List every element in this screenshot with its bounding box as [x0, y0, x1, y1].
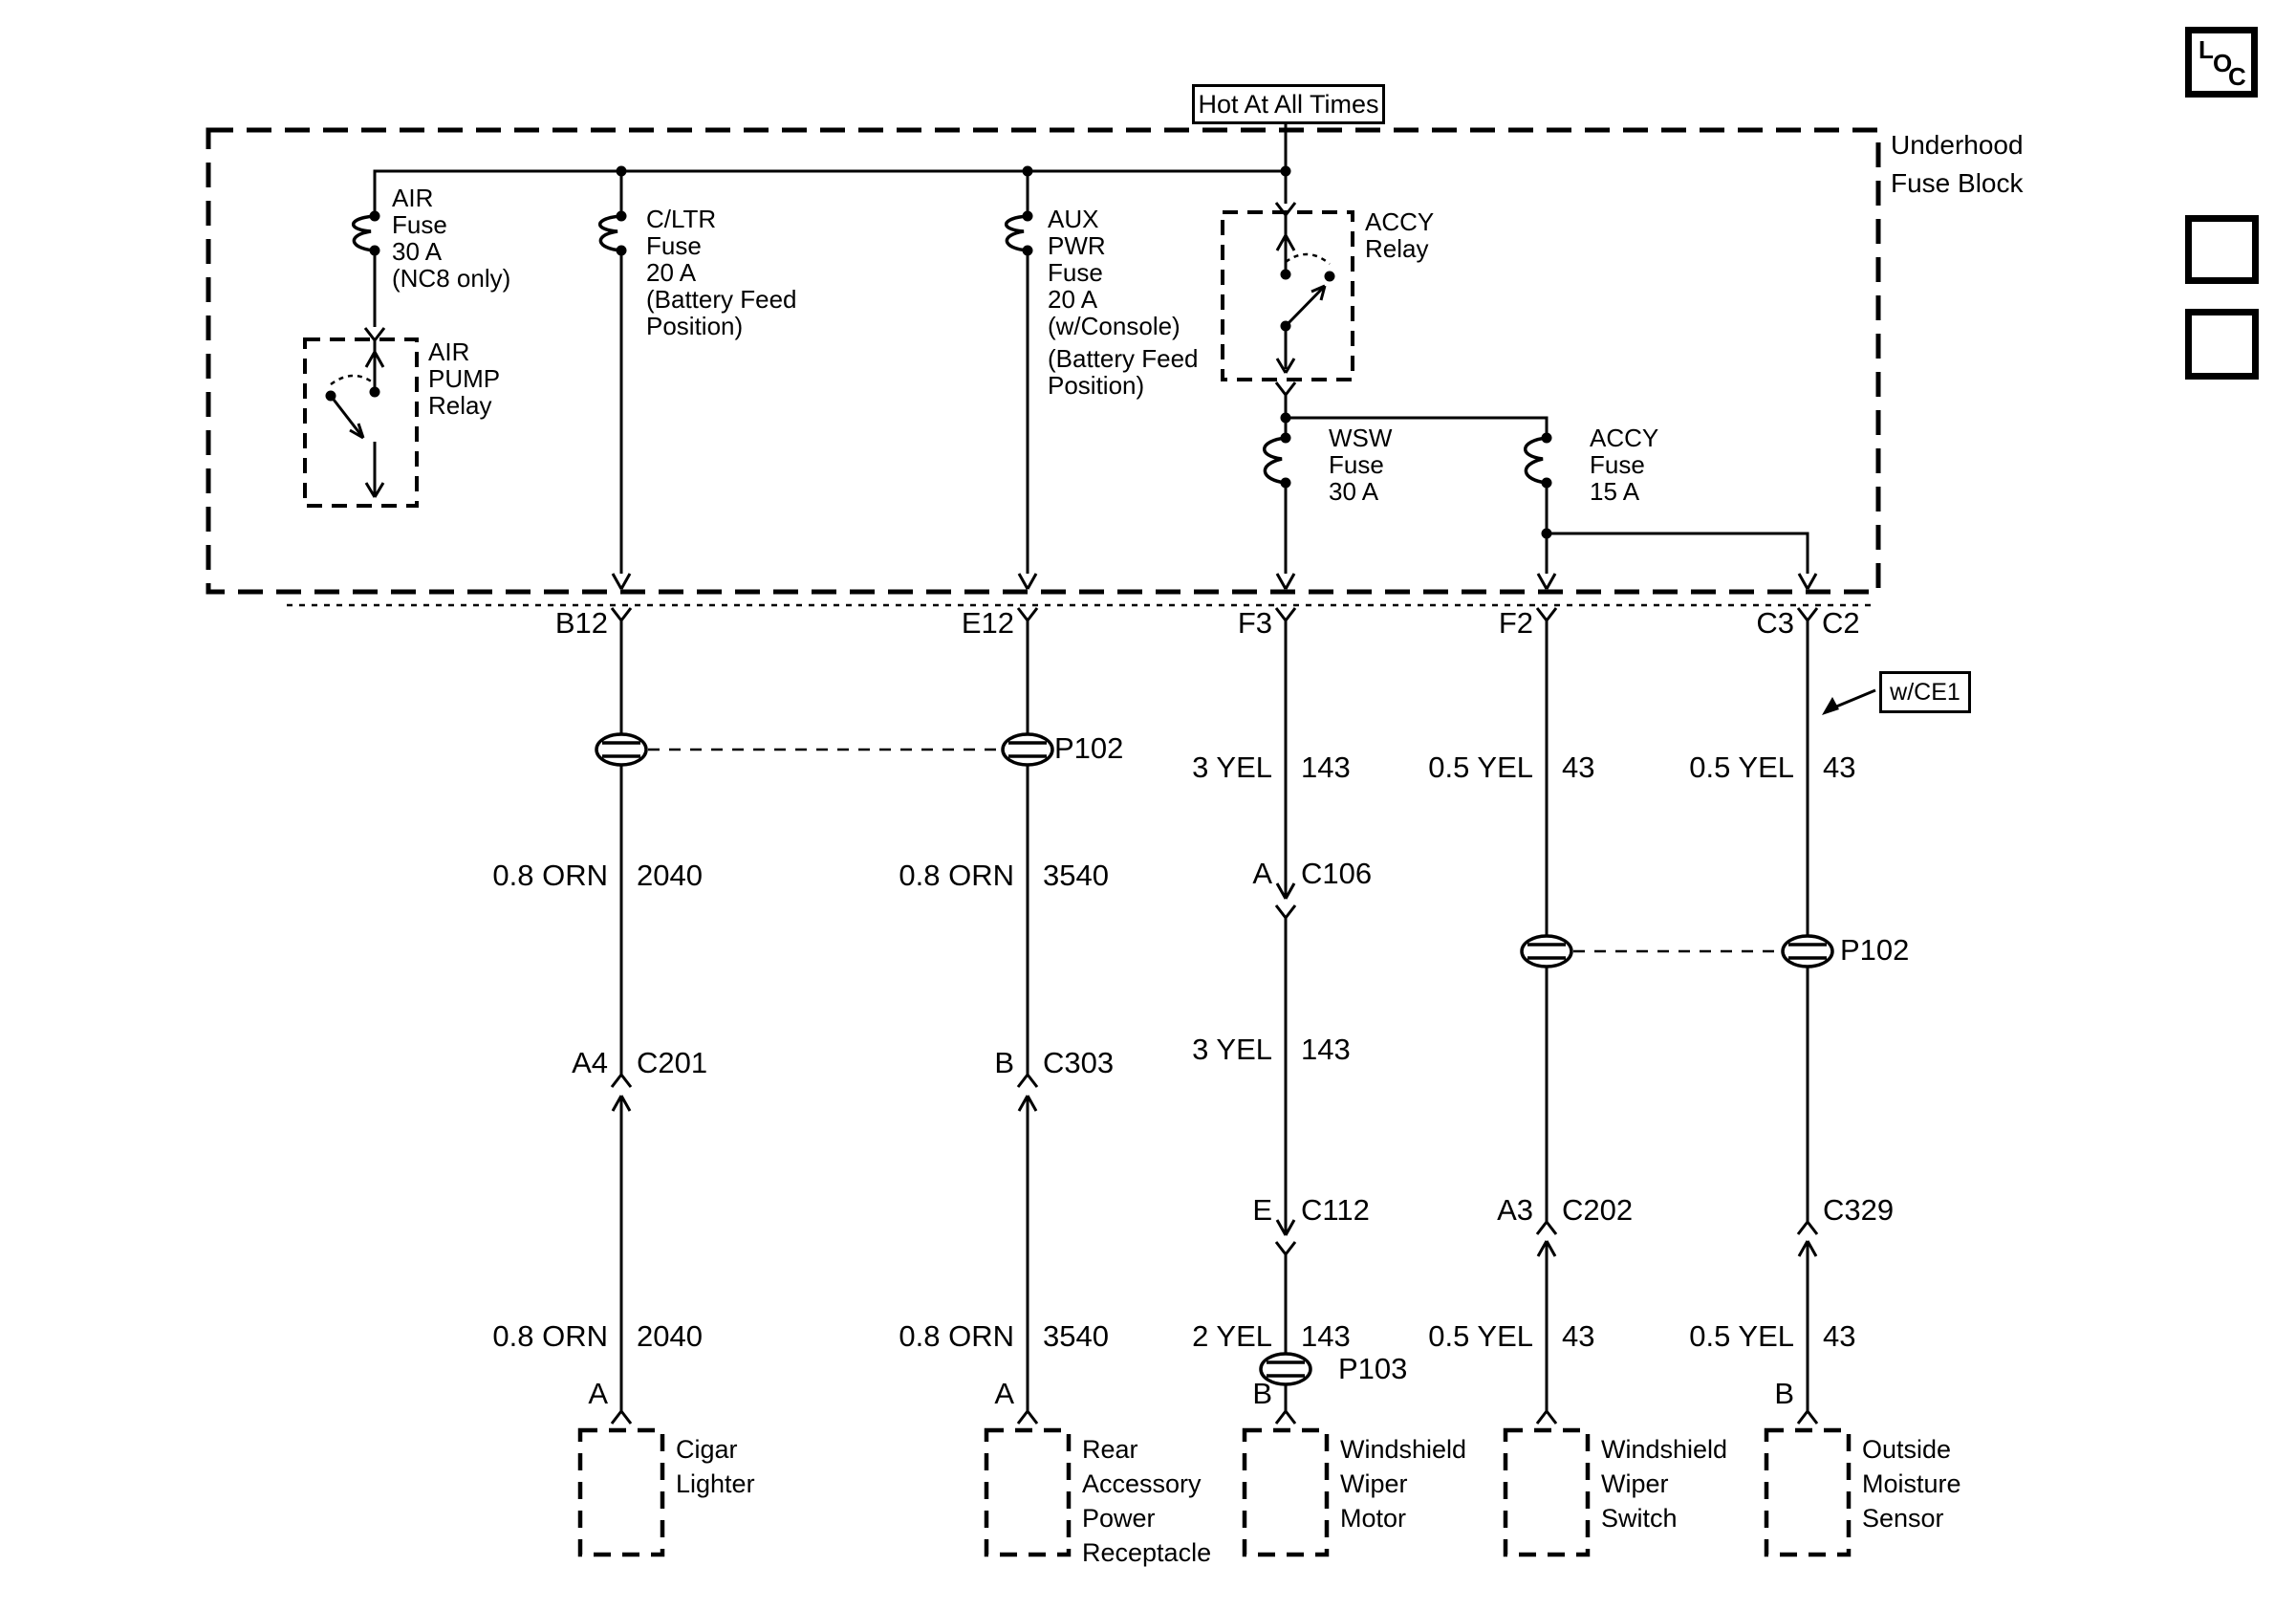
air-pump-relay-box	[305, 339, 417, 506]
w1-run1-gauge: 0.8 ORN	[492, 859, 608, 892]
w2-run1-circuit: 3540	[1043, 859, 1109, 892]
w3-run2-gauge: 3 YEL	[1192, 1033, 1272, 1066]
fuse-block-title-line1: Underhood	[1891, 130, 2024, 160]
splice-p102-right	[1003, 734, 1052, 765]
w4-run2-circuit: 43	[1562, 1319, 1595, 1353]
wce1-tag	[1879, 671, 1971, 713]
w2-run2-circuit: 3540	[1043, 1319, 1109, 1353]
w1-run2-gauge: 0.8 ORN	[492, 1319, 608, 1353]
w2-dest-pin: A	[994, 1377, 1014, 1410]
pin-label-c2: C2	[1822, 606, 1860, 640]
w4-conn-id: C202	[1562, 1193, 1634, 1227]
splice-label-p103: P103	[1338, 1352, 1408, 1385]
wce1-label: w/CE1	[1890, 678, 1960, 706]
pin-label-f2: F2	[1498, 606, 1533, 640]
cltr-fuse-label: C/LTR Fuse 20 A (Battery Feed Position)	[646, 205, 797, 340]
accy-fuse-symbol	[1526, 438, 1547, 483]
w3-conn2-id: C112	[1301, 1193, 1370, 1227]
w4-run1-circuit: 43	[1562, 751, 1595, 784]
w2-conn-pin: B	[994, 1046, 1014, 1079]
w1-run2-circuit: 2040	[637, 1319, 703, 1353]
w1-conn-pin: A4	[572, 1046, 608, 1079]
splice-label-p102-lower: P102	[1840, 933, 1910, 967]
wce1-arrowhead	[1822, 697, 1839, 715]
windshield-wiper-motor-box	[1245, 1430, 1327, 1555]
w2-run2-gauge: 0.8 ORN	[899, 1319, 1014, 1353]
w5-dest-pin: B	[1774, 1377, 1794, 1410]
rear-accessory-power-receptacle-label: Rear Accessory Power Receptacle	[1082, 1435, 1212, 1567]
splice-p102-lower-right	[1783, 936, 1832, 967]
next-page-button[interactable]	[2185, 215, 2259, 284]
w3-run2-circuit: 143	[1301, 1033, 1351, 1066]
loc-letter-l: L	[2199, 35, 2214, 64]
w3-dest-pin: B	[1252, 1377, 1272, 1410]
fuse-block-title-line2: Fuse Block	[1891, 168, 2024, 198]
w1-dest-pin: A	[588, 1377, 608, 1410]
w1-conn-id: C201	[637, 1046, 708, 1079]
w3-conn1-pin: A	[1252, 857, 1272, 890]
outside-moisture-sensor-box	[1766, 1430, 1849, 1555]
w3-run3-circuit: 143	[1301, 1319, 1351, 1353]
hot-at-all-times-label: Hot At All Times	[1198, 89, 1379, 119]
accy-relay-label: ACCY Relay	[1365, 207, 1435, 263]
loc-button[interactable]	[2185, 27, 2258, 98]
aux-pwr-fuse-symbol	[1007, 216, 1028, 250]
w5-run2-circuit: 43	[1823, 1319, 1856, 1353]
loc-letter-o: O	[2213, 49, 2233, 77]
aux-pwr-fuse-label: AUX PWR Fuse 20 A (w/Console) (Battery Feed Position)	[1048, 205, 1199, 400]
w3-conn2-pin: E	[1252, 1193, 1272, 1227]
windshield-wiper-switch-label: Windshield Wiper Switch	[1601, 1435, 1728, 1533]
w5-run1-circuit: 43	[1823, 751, 1856, 784]
pin-label-f3: F3	[1237, 606, 1272, 640]
accy-fuse-label: ACCY Fuse 15 A	[1590, 424, 1659, 506]
w3-run1-circuit: 143	[1301, 751, 1351, 784]
cigar-lighter-label: Cigar Lighter	[676, 1435, 755, 1498]
w4-run2-gauge: 0.5 YEL	[1428, 1319, 1533, 1353]
previous-page-button[interactable]	[2185, 309, 2259, 380]
w4-run1-gauge: 0.5 YEL	[1428, 751, 1533, 784]
rear-accessory-power-receptacle-box	[986, 1430, 1069, 1555]
wsw-fuse-symbol	[1265, 438, 1286, 483]
pin-label-e12: E12	[961, 606, 1014, 640]
windshield-wiper-motor-label: Windshield Wiper Motor	[1340, 1435, 1467, 1533]
w3-conn1-id: C106	[1301, 857, 1373, 890]
outside-moisture-sensor-label: Outside Moisture Sensor	[1862, 1435, 1961, 1533]
w4-conn-pin: A3	[1497, 1193, 1533, 1227]
loc-letter-c: C	[2228, 62, 2246, 91]
fuse-block-title	[1891, 126, 2024, 203]
windshield-wiper-switch-box	[1505, 1430, 1588, 1555]
hot-at-all-times-tag	[1192, 84, 1385, 124]
splice-p102-left	[596, 734, 646, 765]
air-pump-relay-label: AIR PUMP Relay	[428, 337, 501, 420]
air-fuse-label: AIR Fuse 30 A (NC8 only)	[392, 184, 511, 293]
pin-label-c3: C3	[1756, 606, 1794, 640]
splice-label-p102-upper: P102	[1054, 731, 1124, 765]
w5-run1-gauge: 0.5 YEL	[1689, 751, 1794, 784]
splice-p102-lower-left	[1522, 936, 1571, 967]
pin-label-b12: B12	[554, 606, 608, 640]
wsw-fuse-label: WSW Fuse 30 A	[1329, 424, 1393, 506]
w5-run2-gauge: 0.5 YEL	[1689, 1319, 1794, 1353]
cltr-fuse-symbol	[600, 216, 621, 250]
w1-run1-circuit: 2040	[637, 859, 703, 892]
w3-run3-gauge: 2 YEL	[1192, 1319, 1272, 1353]
w2-conn-id: C303	[1043, 1046, 1115, 1079]
w3-run1-gauge: 3 YEL	[1192, 751, 1272, 784]
cigar-lighter-box	[580, 1430, 662, 1555]
w2-run1-gauge: 0.8 ORN	[899, 859, 1014, 892]
air-fuse-symbol	[354, 216, 375, 250]
w5-conn-id: C329	[1823, 1193, 1895, 1227]
